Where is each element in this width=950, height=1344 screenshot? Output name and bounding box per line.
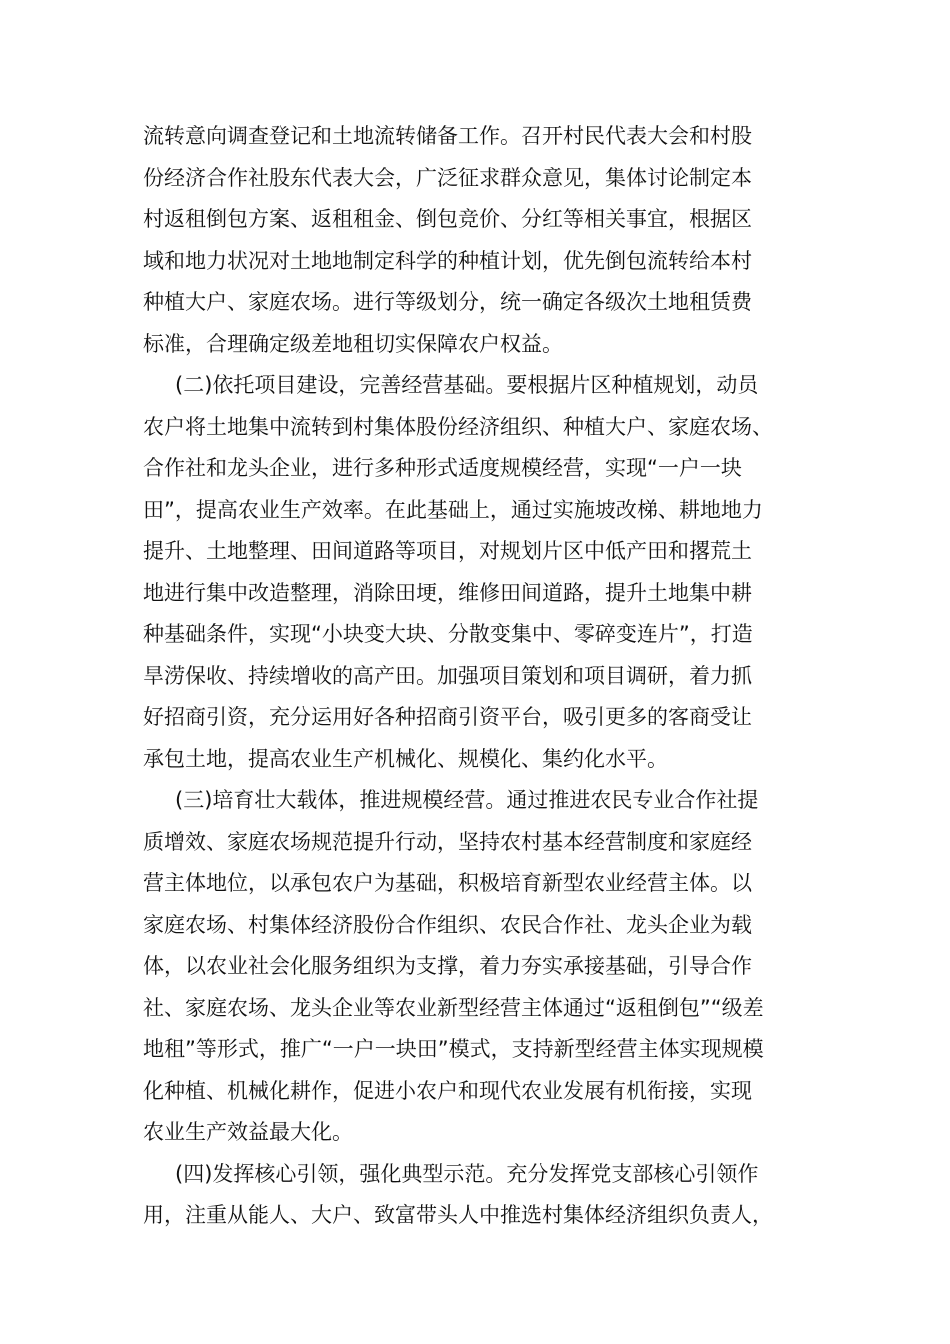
- text-line: 用，注重从能人、大户、致富带头人中推选村集体经济组织负责人，: [143, 1203, 773, 1227]
- text-line: 份经济合作社股东代表大会，广泛征求群众意见，集体讨论制定本: [143, 165, 752, 190]
- text-line: 体，以农业社会化服务组织为支撑，着力夯实承接基础，引导合作: [143, 954, 752, 978]
- paragraph-1: [143, 116, 815, 365]
- section-heading-line: (二)依托项目建设，完善经营基础。要根据片区种植规划，动员: [175, 373, 759, 397]
- text-line: 标准，合理确定级差地租切实保障农户权益。: [143, 331, 563, 356]
- text-line: 田”，提高农业生产效率。在此基础上，通过实施坡改梯、耕地地力: [143, 497, 763, 522]
- text-line: 农业生产效益最大化。: [143, 1120, 353, 1144]
- text-line: 旱涝保收、持续增收的高产田。加强项目策划和项目调研，着力抓: [143, 663, 752, 688]
- text-line: 合作社和龙头企业，进行多种形式适度规模经营，实现“一户一块: [143, 456, 742, 480]
- paragraph-3: [143, 780, 815, 1154]
- text-line: 村返租倒包方案、返租租金、倒包竞价、分红等相关事宜，根据区: [143, 207, 752, 231]
- text-line: 家庭农场、村集体经济股份合作组织、农民合作社、龙头企业为载: [143, 912, 752, 937]
- text-line: 营主体地位，以承包农户为基础，积极培育新型农业经营主体。以: [143, 871, 752, 895]
- text-line: 域和地力状况对土地地制定科学的种植计划，优先倒包流转给本村: [143, 248, 752, 273]
- section-heading-line: (三)培育壮大载体，推进规模经营。通过推进农民专业合作社提: [175, 788, 759, 812]
- document-body: [143, 116, 815, 1237]
- text-line: 农户将土地集中流转到村集体股份经济组织、种植大户、家庭农场、: [143, 414, 773, 439]
- text-line: 承包土地，提高农业生产机械化、规模化、集约化水平。: [143, 746, 668, 771]
- paragraph-2: [143, 365, 815, 780]
- text-line: 地租”等形式，推广“一户一块田”模式，支持新型经营主体实现规模: [143, 1037, 764, 1061]
- text-line: 地进行集中改造整理，消除田埂，维修田间道路，提升土地集中耕: [143, 580, 752, 605]
- text-line: 提升、土地整理、田间道路等项目，对规划片区中低产田和撂荒土: [143, 539, 752, 563]
- text-line: 好招商引资，充分运用好各种招商引资平台，吸引更多的客商受让: [143, 705, 752, 729]
- text-line: 流转意向调查登记和土地流转储备工作。召开村民代表大会和村股: [143, 124, 752, 148]
- text-line: 化种植、机械化耕作，促进小农户和现代农业发展有机衔接，实现: [143, 1078, 752, 1103]
- section-heading-line: (四)发挥核心引领，强化典型示范。充分发挥党支部核心引领作: [175, 1161, 759, 1186]
- text-line: 社、家庭农场、龙头企业等农业新型经营主体通过“返租倒包”“级差: [143, 995, 764, 1020]
- paragraph-4: [143, 1154, 815, 1237]
- text-line: 质增效、家庭农场规范提升行动，坚持农村基本经营制度和家庭经: [143, 829, 752, 854]
- text-line: 种基础条件，实现“小块变大块、分散变集中、零碎变连片”，打造: [143, 622, 753, 646]
- text-line: 种植大户、家庭农场。进行等级划分，统一确定各级次土地租赁费: [143, 290, 752, 314]
